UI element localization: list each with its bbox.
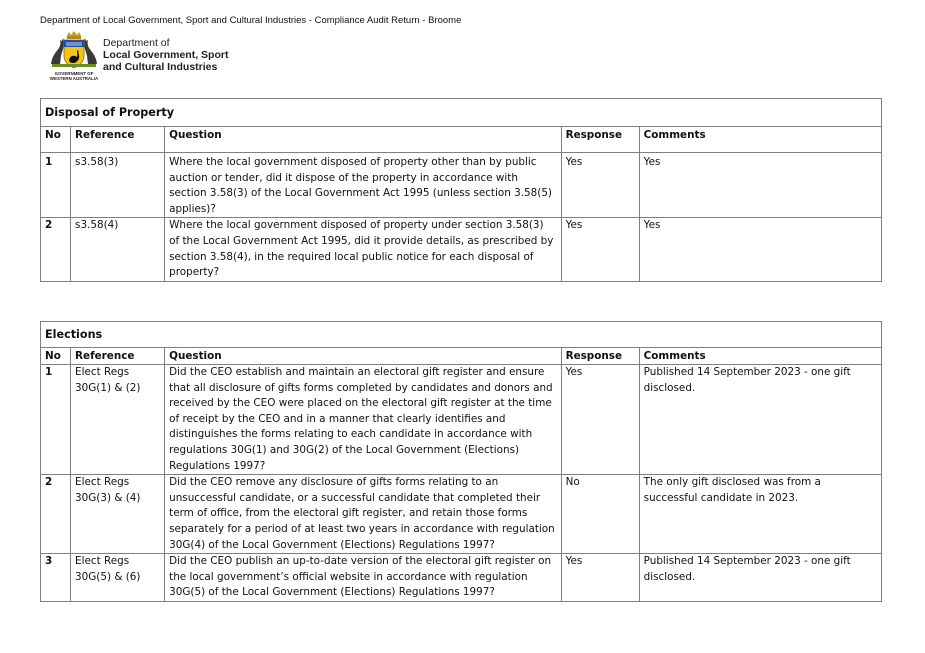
department-logo	[48, 30, 248, 84]
table-row	[41, 365, 882, 475]
disposal-of-property-table	[40, 98, 882, 282]
table-row	[41, 153, 882, 218]
row-question: Where the local government disposed of property under section 3.58(3) of the Local Government Act 1995, did it provide details, as prescribed by section 3.58(4), in the required local public notice for each disposal of property?	[165, 218, 561, 281]
row-reference: s3.58(4)	[71, 218, 165, 281]
wordmark-line-2: Local Government, Sport	[103, 49, 229, 61]
wordmark-line-3: and Cultural Industries	[103, 61, 218, 73]
column-header-no: No	[41, 127, 71, 153]
section-title: Disposal of Property	[41, 99, 882, 127]
row-reference: Elect Regs 30G(3) & (4)	[71, 475, 165, 554]
row-response: Yes	[561, 153, 639, 218]
department-wordmark	[103, 37, 228, 73]
column-header-question: Question	[165, 127, 561, 153]
row-question: Did the CEO publish an up-to-date version of the electoral gift register on the local government’s official website in accordance with regulation 30G(5) of the Local Government (Elections) Regulations 1997?	[165, 554, 561, 602]
row-reference: Elect Regs 30G(5) & (6)	[71, 554, 165, 602]
table-row	[41, 554, 882, 602]
row-response: Yes	[561, 365, 639, 475]
row-comments: Yes	[639, 218, 881, 281]
row-response: No	[561, 475, 639, 554]
section-title: Elections	[41, 322, 882, 348]
page-header: Department of Local Government, Sport and Cultural Industries - Compliance Audit Return - Broome	[40, 15, 462, 26]
row-question: Where the local government disposed of property other than by public auction or tender, did it dispose of the property in accordance with section 3.58(3) of the Local Government Act 1995 (unless section 3.58(5) applies)?	[165, 153, 561, 218]
row-comments: Published 14 September 2023 - one gift disclosed.	[639, 365, 881, 475]
row-number: 3	[41, 554, 71, 602]
column-header-reference: Reference	[71, 348, 165, 365]
row-number: 1	[41, 153, 71, 218]
row-response: Yes	[561, 218, 639, 281]
crest-caption: GOVERNMENT OF WESTERN AUSTRALIA	[49, 71, 99, 81]
row-number: 1	[41, 365, 71, 475]
table-row	[41, 475, 882, 554]
column-header-question: Question	[165, 348, 561, 365]
row-number: 2	[41, 218, 71, 281]
column-header-response: Response	[561, 127, 639, 153]
row-reference: s3.58(3)	[71, 153, 165, 218]
row-comments: Published 14 September 2023 - one gift disclosed.	[639, 554, 881, 602]
table-row	[41, 218, 882, 281]
row-number: 2	[41, 475, 71, 554]
elections-table	[40, 321, 882, 602]
row-response: Yes	[561, 554, 639, 602]
column-header-reference: Reference	[71, 127, 165, 153]
wordmark-line-1: Department of	[103, 37, 170, 49]
column-header-comments: Comments	[639, 348, 881, 365]
row-comments: Yes	[639, 153, 881, 218]
column-header-response: Response	[561, 348, 639, 365]
row-question: Did the CEO establish and maintain an electoral gift register and ensure that all disclosure of gifts forms completed by candidates and donors and received by the CEO were placed on the electoral gift register at the time of receipt by the CEO and in a manner that clearly identifies and distinguishes the forms relating to each candidate in accordance with regulations 30G(1) and 30G(2) of the Local Government (Elections) Regulations 1997?	[165, 365, 561, 475]
row-reference: Elect Regs 30G(1) & (2)	[71, 365, 165, 475]
row-question: Did the CEO remove any disclosure of gifts forms relating to an unsuccessful candidate, or a successful candidate that completed their term of office, from the electoral gift register, and retain those forms separately for a period of at least two years in accordance with regulation 30G(4) of the Local Government (Elections) Regulations 1997?	[165, 475, 561, 554]
column-header-comments: Comments	[639, 127, 881, 153]
row-comments: The only gift disclosed was from a successful candidate in 2023.	[639, 475, 881, 554]
column-header-no: No	[41, 348, 71, 365]
